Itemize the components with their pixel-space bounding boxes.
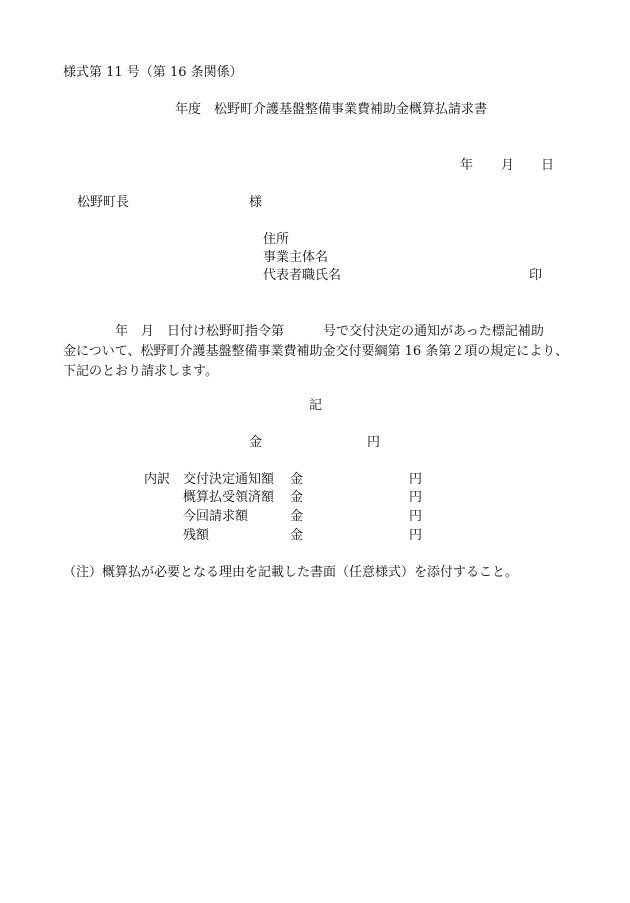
breakdown-item-name: 残額 bbox=[183, 528, 210, 543]
date-day: 日 bbox=[541, 158, 555, 173]
request-body bbox=[63, 322, 583, 382]
note: （注）概算払が必要となる理由を記載した書面（任意様式）を添付すること。 bbox=[63, 565, 519, 580]
body-line: 年 月 日付け松野町指令第 号で交付決定の通知があった標記補助 bbox=[115, 324, 544, 339]
body-line: 金について、松野町介護基盤整備事業費補助金交付要綱第 16 条第２項の規定により、 bbox=[63, 344, 569, 359]
amount-label: 金 bbox=[249, 435, 263, 450]
breakdown-item-prefix: 金 bbox=[290, 472, 304, 487]
breakdown-item-prefix: 金 bbox=[290, 490, 304, 505]
breakdown-item-prefix: 金 bbox=[290, 528, 304, 543]
page-title: 年度 松野町介護基盤整備事業費補助金概算払請求書 bbox=[175, 102, 488, 117]
breakdown-item-name: 今回請求額 bbox=[183, 509, 249, 524]
addressee-name: 松野町長 bbox=[77, 195, 130, 210]
amount-unit: 円 bbox=[367, 435, 381, 450]
breakdown-item-name: 交付決定通知額 bbox=[183, 472, 275, 487]
breakdown-item-unit: 円 bbox=[409, 509, 423, 524]
date-year: 年 bbox=[460, 158, 474, 173]
breakdown-item-prefix: 金 bbox=[290, 509, 304, 524]
address-label: 住所 bbox=[263, 232, 290, 247]
form-number: 様式第 11 号（第 16 条関係） bbox=[63, 65, 243, 80]
seal-mark: 印 bbox=[529, 268, 543, 283]
breakdown-label: 内訳 bbox=[144, 472, 171, 487]
body-line: 下記のとおり請求します。 bbox=[63, 364, 218, 379]
breakdown-item-unit: 円 bbox=[409, 528, 423, 543]
entity-name-label: 事業主体名 bbox=[263, 250, 329, 265]
ki-heading: 記 bbox=[309, 398, 323, 413]
breakdown-item-unit: 円 bbox=[409, 490, 423, 505]
date-month: 月 bbox=[501, 158, 515, 173]
breakdown-item-name: 概算払受領済額 bbox=[183, 490, 275, 505]
representative-label: 代表者職氏名 bbox=[263, 268, 342, 283]
breakdown-item-unit: 円 bbox=[409, 472, 423, 487]
addressee-honorific: 様 bbox=[249, 195, 263, 210]
